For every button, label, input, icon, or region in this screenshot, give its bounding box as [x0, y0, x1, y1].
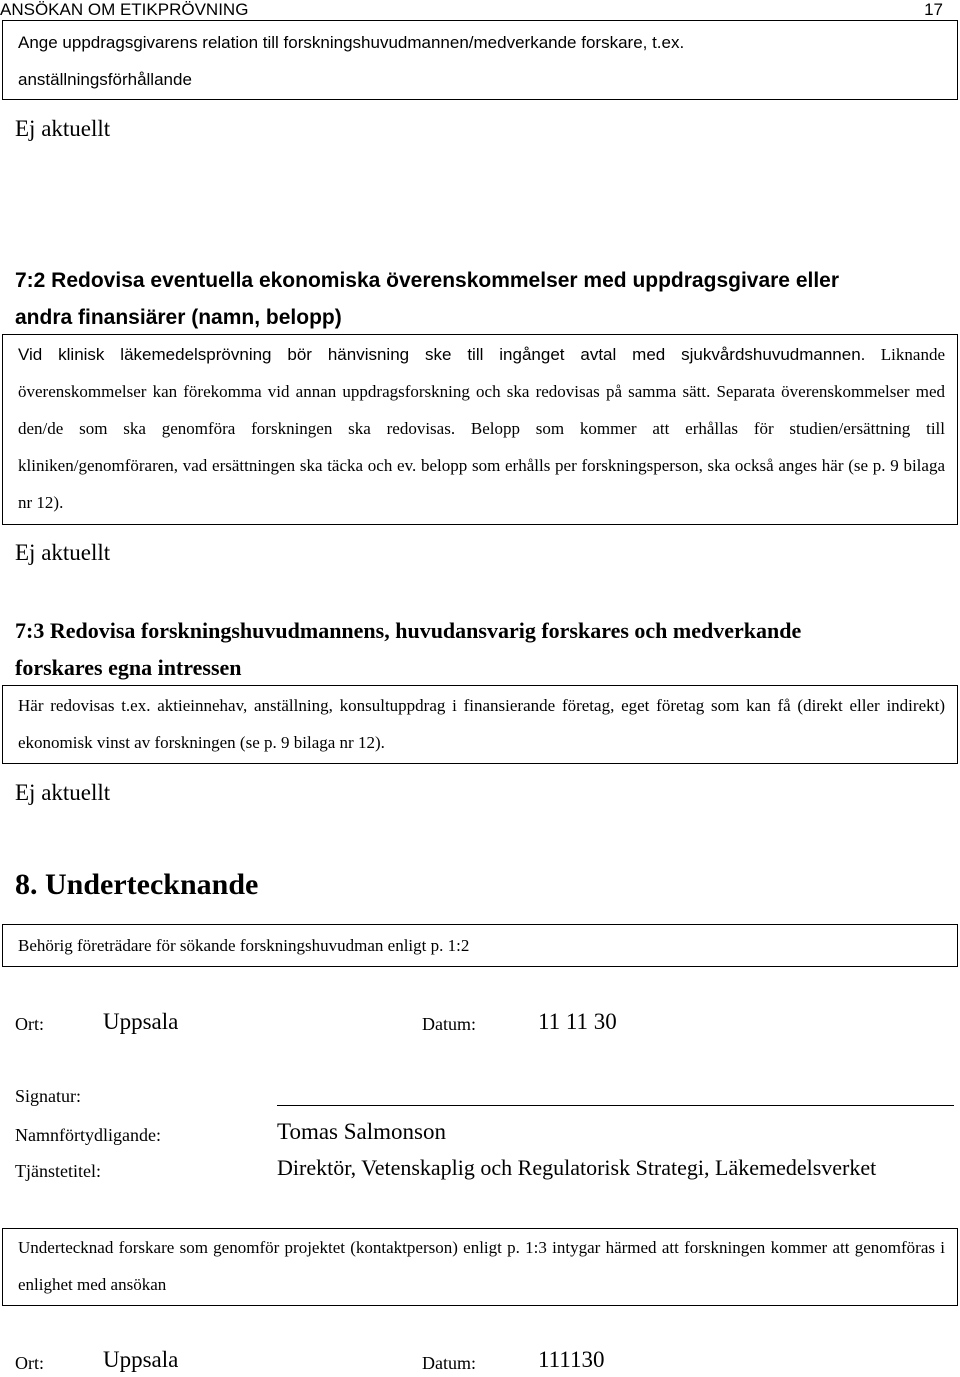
section-7-3-answer: Ej aktuellt — [15, 780, 111, 805]
section-7-2-instruction-box — [2, 334, 958, 525]
tjanstetitel-label: Tjänstetitel: — [15, 1161, 101, 1181]
researcher-text: Undertecknad forskare som genomför projektet (kontaktperson) enligt p. 1:3 intygar härmed att forskningen kommer att genomföras i enlighet med ansökan — [18, 1238, 945, 1294]
section-8-heading: 8. Undertecknande — [15, 868, 259, 901]
authority-text: Behörig företrädare för sökande forskningshuvudman enligt p. 1:2 — [18, 936, 470, 955]
datum-value: 11 11 30 — [538, 1009, 617, 1034]
signature-line — [277, 1105, 954, 1106]
page-number: 17 — [924, 0, 943, 19]
ort-label: Ort: — [15, 1014, 44, 1034]
section-7-2-instruction-rest: Liknande överenskommelser kan förekomma vid annan uppdragsforskning och ska redovisas på samma sätt. Separata överenskommelser med den/de som ska genomföra forskningen ska redovisas. Belopp som kommer att erhållas för studien/ersättning till kliniken/genomföraren, vad ersättningen ska täcka och ev. belopp som erhålls per forskningsperson, ska också anges här (se p. 9 bilaga nr 12). — [18, 345, 945, 512]
signatur-label: Signatur: — [15, 1086, 81, 1106]
section-7-3-heading — [15, 612, 955, 686]
form-title: ANSÖKAN OM ETIKPRÖVNING — [0, 0, 249, 19]
section-7-3-instruction: Här redovisas t.ex. aktieinnehav, anställning, konsultuppdrag i finansierande företag, eget företag som kan få (direkt eller indirekt) ekonomisk vinst av forskningen (se p. 9 bilaga nr 12). — [18, 696, 945, 752]
section-7-3-heading-line2: forskares egna intressen — [15, 655, 242, 680]
authority-box — [2, 924, 958, 967]
tjanstetitel-value: Direktör, Vetenskaplig och Regulatorisk Strategi, Läkemedelsverket — [277, 1155, 877, 1180]
section-7-2-instruction-start: Vid klinisk läkemedelsprövning bör hänvisning ske till ingånget avtal med sjukvårdshuvudmannen. — [18, 345, 866, 364]
datum-label: Datum: — [422, 1014, 476, 1034]
section-7-3-heading-line1: 7:3 Redovisa forskningshuvudmannens, huvudansvarig forskares och medverkande — [15, 618, 802, 643]
namnfortydligande-value: Tomas Salmonson — [277, 1119, 446, 1144]
ort2-label: Ort: — [15, 1353, 44, 1373]
section-7-2-answer: Ej aktuellt — [15, 540, 111, 565]
section-7-2-heading-line1: 7:2 Redovisa eventuella ekonomiska överenskommelser med uppdragsgivare eller — [15, 269, 840, 292]
relation-instruction-line2: anställningsförhållande — [18, 70, 192, 89]
section-7-2-instruction — [18, 336, 945, 521]
ort2-value: Uppsala — [103, 1347, 179, 1372]
relation-answer: Ej aktuellt — [15, 116, 111, 141]
page-header — [0, 0, 960, 20]
relation-instruction-line1: Ange uppdragsgivarens relation till forskningshuvudmannen/medverkande forskare, t.ex. — [18, 33, 685, 52]
section-7-2-heading — [15, 262, 955, 336]
section-7-3-instruction-box — [2, 685, 958, 764]
namnfortydligande-label: Namnförtydligande: — [15, 1125, 161, 1145]
section-7-2-heading-line2: andra finansiärer (namn, belopp) — [15, 306, 342, 329]
datum2-label: Datum: — [422, 1353, 476, 1373]
datum2-value: 111130 — [538, 1347, 605, 1372]
researcher-box — [2, 1228, 958, 1306]
relation-instruction-box — [2, 20, 958, 100]
ort-value: Uppsala — [103, 1009, 179, 1034]
